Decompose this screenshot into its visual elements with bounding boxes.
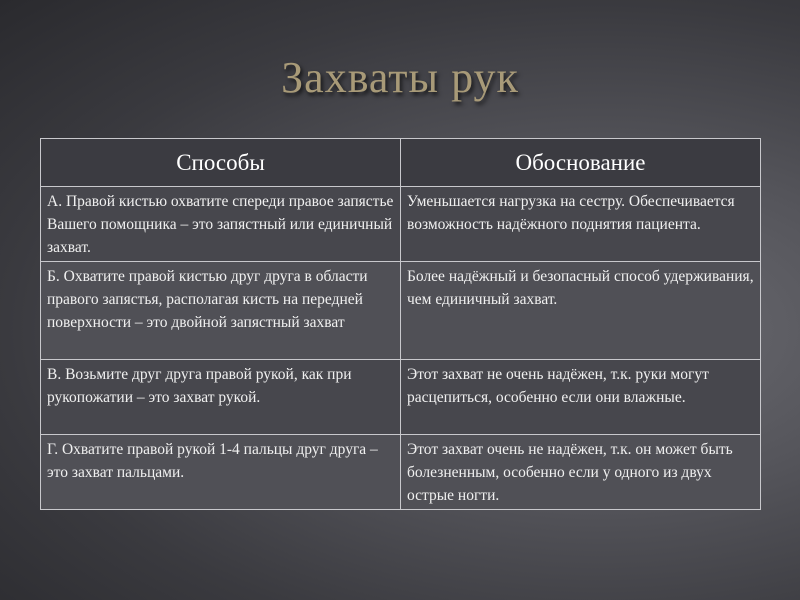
table-row bbox=[41, 435, 761, 510]
method-cell: В. Возьмите друг друга правой рукой, как при рукопожатии – это захват рукой. bbox=[41, 360, 401, 435]
header-rationale: Обоснование bbox=[401, 139, 761, 187]
slide-title: Захваты рук bbox=[281, 53, 519, 102]
rationale-cell: Этот захват не очень надёжен, т.к. руки могут расцепиться, особенно если они влажные. bbox=[401, 360, 761, 435]
method-cell: А. Правой кистью охватите спереди правое запястье Вашего помощника – это запястный или единичный захват. bbox=[41, 187, 401, 262]
rationale-cell: Более надёжный и безопасный способ удерживания, чем единичный захват. bbox=[401, 262, 761, 360]
rationale-cell: Уменьшается нагрузка на сестру. Обеспечивается возможность надёжного поднятия пациента. bbox=[401, 187, 761, 262]
table-row bbox=[41, 360, 761, 435]
hand-grips-table bbox=[40, 138, 761, 510]
method-cell: Г. Охватите правой рукой 1-4 пальцы друг друга – это захват пальцами. bbox=[41, 435, 401, 510]
table-header-row bbox=[41, 139, 761, 187]
method-cell: Б. Охватите правой кистью друг друга в области правого запястья, располагая кисть на передней поверхности – это двойной запястный захват bbox=[41, 262, 401, 360]
table-row bbox=[41, 187, 761, 262]
header-methods: Способы bbox=[41, 139, 401, 187]
rationale-cell: Этот захват очень не надёжен, т.к. он может быть болезненным, особенно если у одного из двух острые ногти. bbox=[401, 435, 761, 510]
table-row bbox=[41, 262, 761, 360]
